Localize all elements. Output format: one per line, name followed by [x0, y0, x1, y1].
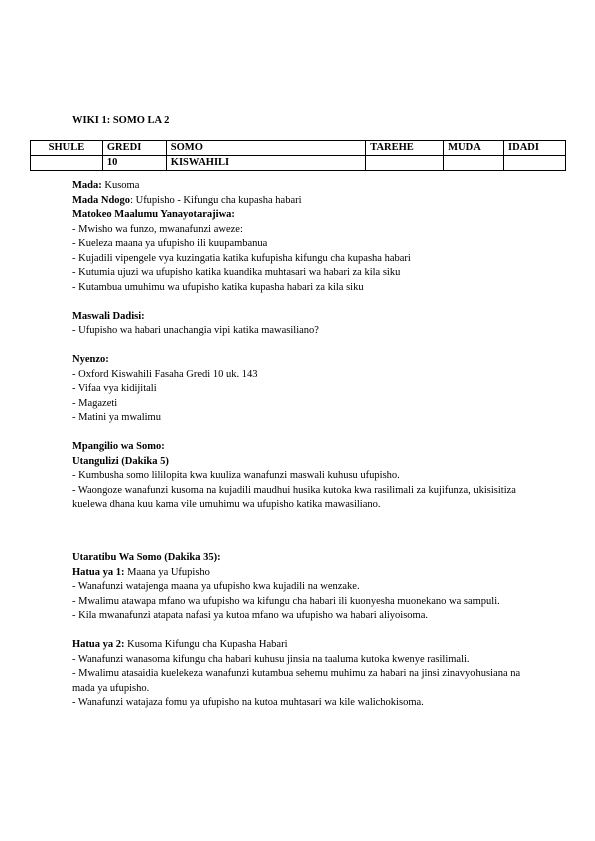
mada-line	[72, 179, 532, 194]
header-tarehe: TAREHE	[366, 141, 444, 156]
spacer	[72, 295, 532, 310]
page-title: WIKI 1: SOMO LA 2	[72, 115, 170, 126]
nyenzo-heading-text: Nyenzo:	[72, 354, 109, 365]
header-idadi: IDADI	[504, 141, 566, 156]
utaratibu-heading-text: Utaratibu Wa Somo (Dakika 35):	[72, 552, 221, 563]
table-row	[31, 156, 566, 171]
list-item: - Kumbusha somo lililopita kwa kuuliza wanafunzi maswali kuhusu ufupisho.	[72, 470, 400, 481]
mada-value: Kusoma	[101, 180, 140, 191]
list-item: - Waongoze wanafunzi kusoma na kujadili maudhui husika kutoka kwa rasilimali za kujifunza, ukisisitiza kuelewa dhana kuu kama vile umuhimu wa ufupisho katika mawasiliano.	[72, 484, 516, 510]
maswali-heading	[72, 310, 532, 325]
utaratibu-heading	[72, 551, 532, 566]
spacer	[72, 339, 532, 354]
mada-ndogo-label: Mada Ndogo	[72, 194, 131, 206]
list-item: - Mwalimu atasaidia kuelekeza wanafunzi kutambua sehemu muhimu za habari na jinsi zinavyohusiana na mada ya ufupisho.	[72, 668, 521, 694]
spacer	[72, 513, 532, 537]
lesson-info-table	[30, 140, 566, 171]
mpangilio-heading-text: Mpangilio wa Somo:	[72, 441, 165, 452]
utangulizi-heading	[72, 455, 532, 470]
hatua1-label: Hatua ya 1:	[72, 566, 125, 578]
header-shule: SHULE	[31, 141, 103, 156]
list-item: - Vifaa vya kidijitali	[72, 383, 157, 394]
list-item: - Mwalimu atawapa mfano wa ufupisho wa kifungu cha habari ili kuonyesha muonekano wa sampuli.	[72, 595, 500, 607]
list-item: - Wanafunzi watajaza fomu ya ufupisho na kutoa muhtasari wa kile walichokisoma.	[72, 697, 424, 708]
cell-idadi	[504, 156, 566, 171]
spacer	[72, 426, 532, 441]
list-item: - Kutumia ujuzi wa ufupisho katika kuandika muhtasari wa habari za kila siku	[72, 267, 401, 278]
hatua1-heading	[72, 566, 532, 581]
cell-somo: KISWAHILI	[166, 156, 365, 171]
list-item: - Kutambua umuhimu wa ufupisho katika kupasha habari za kila siku	[72, 281, 364, 293]
list-item: - Ufupisho wa habari unachangia vipi katika mawasiliano?	[72, 325, 319, 336]
nyenzo-heading	[72, 353, 532, 368]
header-gredi: GREDI	[102, 141, 166, 156]
mpangilio-heading	[72, 440, 532, 455]
list-item: - Kila mwanafunzi atapata nafasi ya kutoa mfano wa ufupisho wa habari aliyoisoma.	[72, 610, 429, 621]
list-item: - Oxford Kiswahili Fasaha Gredi 10 uk. 143	[72, 368, 258, 380]
hatua2-heading	[72, 638, 532, 653]
cell-muda	[444, 156, 504, 171]
lesson-content	[72, 179, 532, 711]
table-header-row	[31, 141, 566, 156]
hatua1-title: Maana ya Ufupisho	[124, 566, 210, 578]
list-item: - Kueleza maana ya ufupisho ili kuupambanua	[72, 238, 268, 249]
list-item: - Kujadili vipengele vya kuzingatia katika kufupisha kifungu cha kupasha habari	[72, 252, 411, 264]
header-muda: MUDA	[444, 141, 504, 156]
spacer	[72, 537, 532, 552]
list-item: - Wanafunzi wanasoma kifungu cha habari kuhusu jinsia na taaluma kutoka kwenye rasilimali.	[72, 653, 470, 665]
list-item: - Matini ya mwalimu	[72, 412, 161, 423]
hatua2-title: Kusoma Kifungu cha Kupasha Habari	[124, 639, 288, 650]
cell-shule	[31, 156, 103, 171]
list-item: - Wanafunzi watajenga maana ya ufupisho kwa kujadili na wenzake.	[72, 581, 360, 592]
hatua2-label: Hatua ya 2:	[72, 639, 125, 650]
spacer	[72, 624, 532, 639]
list-item: - Magazeti	[72, 397, 118, 409]
mada-ndogo-value: : Ufupisho - Kifungu cha kupasha habari	[130, 194, 302, 206]
cell-tarehe	[366, 156, 444, 171]
matokeo-heading-text: Matokeo Maalumu Yanayotarajiwa:	[72, 209, 235, 220]
maswali-heading-text: Maswali Dadisi:	[72, 310, 145, 322]
cell-gredi: 10	[102, 156, 166, 171]
mada-label: Mada:	[72, 180, 102, 191]
list-item: - Mwisho wa funzo, mwanafunzi aweze:	[72, 223, 243, 235]
matokeo-heading	[72, 208, 532, 223]
mada-ndogo-line	[72, 194, 532, 209]
utangulizi-heading-text: Utangulizi (Dakika 5)	[72, 455, 169, 467]
header-somo: SOMO	[166, 141, 365, 156]
